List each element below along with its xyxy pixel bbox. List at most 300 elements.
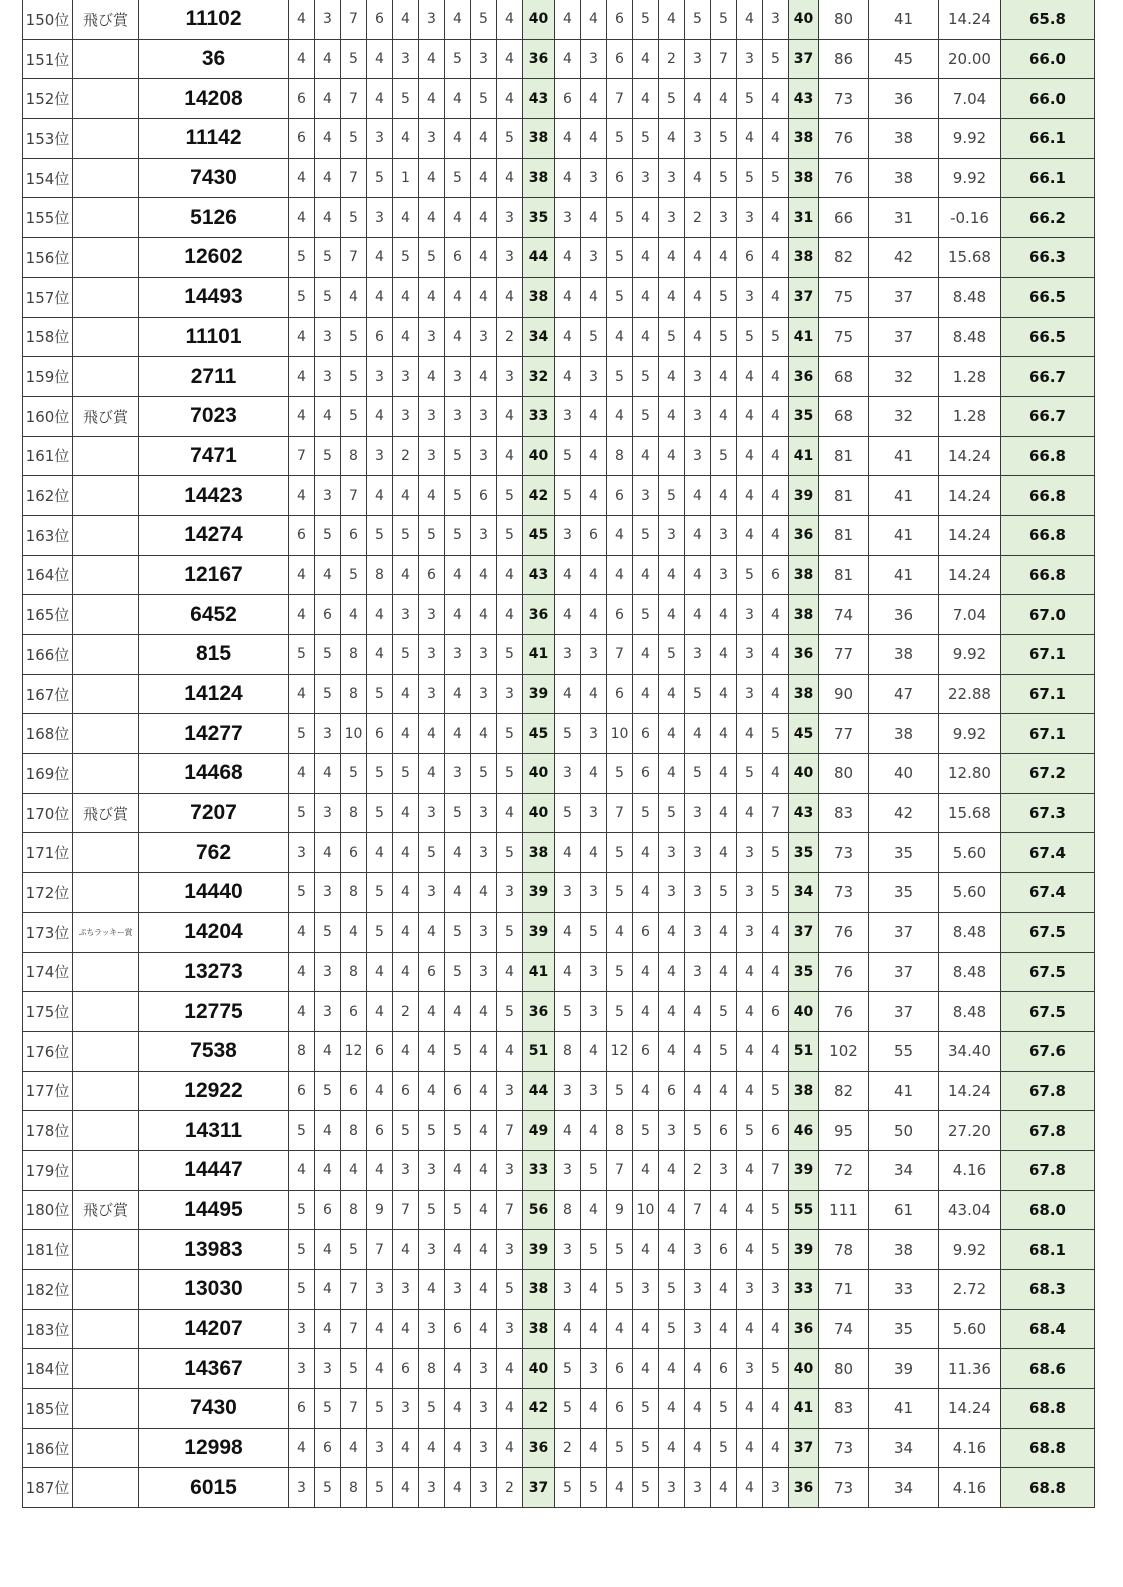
out-hole-score-cell: 4 — [393, 873, 419, 913]
entry-number-cell: 14311 — [139, 1111, 289, 1151]
in-total-cell: 36 — [789, 357, 819, 397]
rank-cell: 154位 — [23, 158, 73, 198]
in-hole-score-cell: 5 — [763, 1190, 789, 1230]
out-hole-score-cell: 5 — [315, 277, 341, 317]
adjustment-cell: 14.24 — [939, 0, 1001, 39]
out-hole-score-cell: 5 — [341, 317, 367, 357]
net-score-cell: 66.8 — [1001, 515, 1095, 555]
rank-cell: 184位 — [23, 1349, 73, 1389]
gross-cell: 73 — [819, 79, 869, 119]
table-row — [23, 714, 1095, 754]
in-hole-score-cell: 3 — [685, 1468, 711, 1508]
adjustment-cell: 7.04 — [939, 79, 1001, 119]
in-hole-score-cell: 4 — [685, 555, 711, 595]
rank-cell: 153位 — [23, 119, 73, 159]
in-hole-score-cell: 4 — [737, 1071, 763, 1111]
out-hole-score-cell: 4 — [289, 476, 315, 516]
out-hole-score-cell: 3 — [445, 754, 471, 794]
in-hole-score-cell: 6 — [607, 0, 633, 39]
out-hole-score-cell: 4 — [445, 79, 471, 119]
in-hole-score-cell: 4 — [711, 754, 737, 794]
in-hole-score-cell: 5 — [555, 1389, 581, 1429]
out-hole-score-cell: 6 — [315, 595, 341, 635]
table-row — [23, 1468, 1095, 1508]
out-hole-score-cell: 4 — [315, 158, 341, 198]
out-hole-score-cell: 8 — [341, 952, 367, 992]
out-hole-score-cell: 4 — [315, 1111, 341, 1151]
out-hole-score-cell: 4 — [471, 1230, 497, 1270]
out-total-cell: 40 — [523, 793, 555, 833]
table-row — [23, 0, 1095, 39]
award-cell — [73, 515, 139, 555]
award-cell: 飛び賞 — [73, 793, 139, 833]
out-hole-score-cell: 6 — [367, 714, 393, 754]
out-hole-score-cell: 5 — [341, 357, 367, 397]
entry-number-cell: 14468 — [139, 754, 289, 794]
in-hole-score-cell: 4 — [581, 674, 607, 714]
handicap-cell: 38 — [869, 158, 939, 198]
out-hole-score-cell: 5 — [445, 1031, 471, 1071]
in-hole-score-cell: 3 — [555, 198, 581, 238]
gross-cell: 86 — [819, 39, 869, 79]
in-hole-score-cell: 3 — [555, 754, 581, 794]
out-total-cell: 45 — [523, 714, 555, 754]
gross-cell: 76 — [819, 912, 869, 952]
handicap-cell: 37 — [869, 912, 939, 952]
in-total-cell: 40 — [789, 0, 819, 39]
out-hole-score-cell: 5 — [289, 1270, 315, 1310]
out-total-cell: 43 — [523, 555, 555, 595]
in-hole-score-cell: 4 — [763, 357, 789, 397]
in-hole-score-cell: 5 — [607, 1071, 633, 1111]
in-hole-score-cell: 4 — [659, 714, 685, 754]
in-total-cell: 41 — [789, 436, 819, 476]
in-hole-score-cell: 5 — [633, 515, 659, 555]
adjustment-cell: 8.48 — [939, 912, 1001, 952]
out-hole-score-cell: 5 — [471, 0, 497, 39]
gross-cell: 95 — [819, 1111, 869, 1151]
entry-number-cell: 762 — [139, 833, 289, 873]
in-hole-score-cell: 5 — [685, 0, 711, 39]
out-hole-score-cell: 5 — [445, 912, 471, 952]
out-hole-score-cell: 4 — [445, 555, 471, 595]
in-hole-score-cell: 3 — [763, 1270, 789, 1310]
in-hole-score-cell: 3 — [581, 39, 607, 79]
in-hole-score-cell: 4 — [633, 555, 659, 595]
out-hole-score-cell: 12 — [341, 1031, 367, 1071]
out-hole-score-cell: 5 — [445, 39, 471, 79]
award-cell — [73, 595, 139, 635]
rank-cell: 162位 — [23, 476, 73, 516]
out-hole-score-cell: 5 — [497, 754, 523, 794]
in-hole-score-cell: 5 — [711, 873, 737, 913]
out-hole-score-cell: 4 — [471, 1190, 497, 1230]
out-hole-score-cell: 4 — [367, 1150, 393, 1190]
in-hole-score-cell: 5 — [607, 357, 633, 397]
net-score-cell: 66.1 — [1001, 158, 1095, 198]
out-hole-score-cell: 4 — [445, 119, 471, 159]
table-row — [23, 476, 1095, 516]
in-hole-score-cell: 4 — [711, 674, 737, 714]
in-hole-score-cell: 3 — [555, 873, 581, 913]
in-hole-score-cell: 4 — [581, 436, 607, 476]
out-hole-score-cell: 3 — [315, 992, 341, 1032]
in-hole-score-cell: 4 — [633, 1150, 659, 1190]
in-hole-score-cell: 8 — [555, 1031, 581, 1071]
out-hole-score-cell: 5 — [315, 1468, 341, 1508]
gross-cell: 74 — [819, 1309, 869, 1349]
in-hole-score-cell: 5 — [581, 1230, 607, 1270]
out-hole-score-cell: 6 — [289, 1389, 315, 1429]
net-score-cell: 66.1 — [1001, 119, 1095, 159]
in-hole-score-cell: 5 — [633, 1389, 659, 1429]
in-hole-score-cell: 5 — [607, 873, 633, 913]
table-row — [23, 79, 1095, 119]
out-total-cell: 38 — [523, 1270, 555, 1310]
in-hole-score-cell: 4 — [581, 754, 607, 794]
out-hole-score-cell: 4 — [367, 79, 393, 119]
out-hole-score-cell: 3 — [497, 674, 523, 714]
in-hole-score-cell: 3 — [737, 595, 763, 635]
out-total-cell: 38 — [523, 277, 555, 317]
gross-cell: 80 — [819, 754, 869, 794]
out-hole-score-cell: 6 — [367, 1111, 393, 1151]
out-total-cell: 40 — [523, 1349, 555, 1389]
out-hole-score-cell: 4 — [341, 277, 367, 317]
in-hole-score-cell: 4 — [659, 396, 685, 436]
out-hole-score-cell: 4 — [289, 912, 315, 952]
out-hole-score-cell: 4 — [315, 1031, 341, 1071]
out-total-cell: 33 — [523, 396, 555, 436]
out-hole-score-cell: 4 — [289, 555, 315, 595]
in-hole-score-cell: 4 — [763, 436, 789, 476]
out-hole-score-cell: 5 — [393, 238, 419, 278]
entry-number-cell: 14440 — [139, 873, 289, 913]
out-hole-score-cell: 5 — [497, 992, 523, 1032]
entry-number-cell: 14124 — [139, 674, 289, 714]
out-hole-score-cell: 4 — [445, 198, 471, 238]
out-hole-score-cell: 4 — [497, 952, 523, 992]
out-hole-score-cell: 3 — [315, 952, 341, 992]
out-hole-score-cell: 5 — [367, 158, 393, 198]
adjustment-cell: 9.92 — [939, 1230, 1001, 1270]
in-hole-score-cell: 5 — [711, 0, 737, 39]
handicap-cell: 41 — [869, 1071, 939, 1111]
in-hole-score-cell: 4 — [711, 952, 737, 992]
out-hole-score-cell: 4 — [315, 833, 341, 873]
gross-cell: 77 — [819, 635, 869, 675]
in-hole-score-cell: 4 — [763, 515, 789, 555]
entry-number-cell: 11142 — [139, 119, 289, 159]
in-hole-score-cell: 4 — [659, 357, 685, 397]
out-hole-score-cell: 8 — [341, 436, 367, 476]
in-hole-score-cell: 3 — [685, 396, 711, 436]
award-cell — [73, 754, 139, 794]
in-hole-score-cell: 4 — [633, 79, 659, 119]
out-total-cell: 44 — [523, 1071, 555, 1111]
rank-cell: 186位 — [23, 1428, 73, 1468]
out-hole-score-cell: 6 — [367, 317, 393, 357]
out-hole-score-cell: 1 — [393, 158, 419, 198]
in-hole-score-cell: 4 — [711, 357, 737, 397]
out-hole-score-cell: 4 — [419, 912, 445, 952]
net-score-cell: 67.5 — [1001, 912, 1095, 952]
handicap-cell: 47 — [869, 674, 939, 714]
net-score-cell: 67.2 — [1001, 754, 1095, 794]
in-hole-score-cell: 4 — [659, 674, 685, 714]
adjustment-cell: 14.24 — [939, 436, 1001, 476]
out-hole-score-cell: 4 — [471, 1031, 497, 1071]
table-row — [23, 992, 1095, 1032]
out-hole-score-cell: 5 — [315, 436, 341, 476]
out-hole-score-cell: 3 — [419, 0, 445, 39]
out-hole-score-cell: 5 — [445, 952, 471, 992]
handicap-cell: 34 — [869, 1468, 939, 1508]
award-cell — [73, 1031, 139, 1071]
in-hole-score-cell: 3 — [555, 515, 581, 555]
out-hole-score-cell: 7 — [341, 476, 367, 516]
in-total-cell: 38 — [789, 1071, 819, 1111]
rank-cell: 171位 — [23, 833, 73, 873]
entry-number-cell: 11101 — [139, 317, 289, 357]
out-hole-score-cell: 4 — [315, 754, 341, 794]
out-hole-score-cell: 4 — [315, 1270, 341, 1310]
in-hole-score-cell: 4 — [581, 833, 607, 873]
entry-number-cell: 12167 — [139, 555, 289, 595]
out-hole-score-cell: 6 — [445, 238, 471, 278]
out-hole-score-cell: 5 — [367, 873, 393, 913]
out-hole-score-cell: 3 — [419, 873, 445, 913]
in-hole-score-cell: 4 — [685, 1349, 711, 1389]
entry-number-cell: 12775 — [139, 992, 289, 1032]
out-hole-score-cell: 5 — [341, 198, 367, 238]
in-hole-score-cell: 3 — [581, 357, 607, 397]
rank-cell: 160位 — [23, 396, 73, 436]
handicap-cell: 32 — [869, 396, 939, 436]
out-hole-score-cell: 4 — [315, 198, 341, 238]
in-hole-score-cell: 4 — [633, 238, 659, 278]
out-hole-score-cell: 6 — [341, 1071, 367, 1111]
net-score-cell: 68.1 — [1001, 1230, 1095, 1270]
table-row — [23, 1428, 1095, 1468]
in-hole-score-cell: 6 — [711, 1349, 737, 1389]
adjustment-cell: 1.28 — [939, 357, 1001, 397]
out-hole-score-cell: 3 — [289, 1349, 315, 1389]
table-row — [23, 555, 1095, 595]
out-total-cell: 42 — [523, 476, 555, 516]
in-hole-score-cell: 4 — [685, 238, 711, 278]
out-hole-score-cell: 3 — [497, 198, 523, 238]
in-hole-score-cell: 4 — [581, 1309, 607, 1349]
in-total-cell: 37 — [789, 39, 819, 79]
award-cell — [73, 1349, 139, 1389]
in-hole-score-cell: 4 — [607, 1309, 633, 1349]
out-hole-score-cell: 4 — [367, 39, 393, 79]
out-hole-score-cell: 5 — [315, 635, 341, 675]
entry-number-cell: 12922 — [139, 1071, 289, 1111]
award-cell — [73, 39, 139, 79]
in-hole-score-cell: 7 — [711, 39, 737, 79]
out-hole-score-cell: 3 — [419, 119, 445, 159]
in-hole-score-cell: 3 — [581, 1349, 607, 1389]
in-hole-score-cell: 5 — [711, 317, 737, 357]
handicap-cell: 45 — [869, 39, 939, 79]
gross-cell: 78 — [819, 1230, 869, 1270]
gross-cell: 75 — [819, 277, 869, 317]
out-hole-score-cell: 5 — [289, 714, 315, 754]
table-row — [23, 515, 1095, 555]
gross-cell: 111 — [819, 1190, 869, 1230]
out-hole-score-cell: 3 — [419, 317, 445, 357]
in-hole-score-cell: 3 — [555, 1150, 581, 1190]
out-hole-score-cell: 5 — [289, 238, 315, 278]
out-hole-score-cell: 4 — [393, 833, 419, 873]
out-hole-score-cell: 5 — [289, 793, 315, 833]
gross-cell: 102 — [819, 1031, 869, 1071]
in-hole-score-cell: 4 — [685, 317, 711, 357]
in-hole-score-cell: 6 — [555, 79, 581, 119]
in-hole-score-cell: 4 — [711, 238, 737, 278]
out-hole-score-cell: 3 — [471, 317, 497, 357]
out-total-cell: 38 — [523, 1309, 555, 1349]
out-hole-score-cell: 4 — [445, 714, 471, 754]
in-hole-score-cell: 5 — [737, 158, 763, 198]
out-hole-score-cell: 4 — [341, 1150, 367, 1190]
in-hole-score-cell: 4 — [763, 198, 789, 238]
out-hole-score-cell: 6 — [393, 1071, 419, 1111]
out-hole-score-cell: 3 — [393, 1150, 419, 1190]
out-hole-score-cell: 4 — [341, 1428, 367, 1468]
in-hole-score-cell: 4 — [685, 595, 711, 635]
out-hole-score-cell: 3 — [497, 1071, 523, 1111]
handicap-cell: 37 — [869, 277, 939, 317]
table-row — [23, 1389, 1095, 1429]
out-hole-score-cell: 3 — [393, 39, 419, 79]
out-hole-score-cell: 3 — [471, 436, 497, 476]
out-hole-score-cell: 6 — [289, 119, 315, 159]
in-hole-score-cell: 4 — [555, 674, 581, 714]
in-hole-score-cell: 3 — [659, 873, 685, 913]
table-row — [23, 1309, 1095, 1349]
in-hole-score-cell: 5 — [555, 992, 581, 1032]
in-hole-score-cell: 5 — [607, 952, 633, 992]
in-hole-score-cell: 5 — [607, 1230, 633, 1270]
in-hole-score-cell: 4 — [737, 0, 763, 39]
gross-cell: 73 — [819, 1428, 869, 1468]
net-score-cell: 67.8 — [1001, 1071, 1095, 1111]
gross-cell: 76 — [819, 158, 869, 198]
out-hole-score-cell: 4 — [471, 198, 497, 238]
entry-number-cell: 14447 — [139, 1150, 289, 1190]
rank-cell: 174位 — [23, 952, 73, 992]
out-hole-score-cell: 4 — [497, 555, 523, 595]
out-hole-score-cell: 5 — [419, 515, 445, 555]
out-hole-score-cell: 4 — [445, 1389, 471, 1429]
out-hole-score-cell: 5 — [445, 158, 471, 198]
entry-number-cell: 14204 — [139, 912, 289, 952]
out-hole-score-cell: 6 — [341, 992, 367, 1032]
adjustment-cell: 43.04 — [939, 1190, 1001, 1230]
out-hole-score-cell: 3 — [315, 793, 341, 833]
in-total-cell: 34 — [789, 873, 819, 913]
in-hole-score-cell: 4 — [737, 793, 763, 833]
table-row — [23, 1071, 1095, 1111]
out-hole-score-cell: 5 — [341, 754, 367, 794]
out-hole-score-cell: 6 — [419, 555, 445, 595]
table-row — [23, 912, 1095, 952]
table-row — [23, 1031, 1095, 1071]
out-hole-score-cell: 3 — [393, 1389, 419, 1429]
out-hole-score-cell: 8 — [341, 674, 367, 714]
gross-cell: 80 — [819, 1349, 869, 1389]
out-hole-score-cell: 4 — [497, 396, 523, 436]
award-cell — [73, 833, 139, 873]
in-hole-score-cell: 3 — [685, 357, 711, 397]
net-score-cell: 67.4 — [1001, 873, 1095, 913]
table-row — [23, 158, 1095, 198]
in-hole-score-cell: 3 — [581, 238, 607, 278]
net-score-cell: 68.0 — [1001, 1190, 1095, 1230]
adjustment-cell: 5.60 — [939, 1309, 1001, 1349]
in-hole-score-cell: 4 — [737, 396, 763, 436]
out-hole-score-cell: 3 — [445, 396, 471, 436]
out-hole-score-cell: 3 — [315, 317, 341, 357]
in-hole-score-cell: 4 — [659, 119, 685, 159]
in-hole-score-cell: 4 — [737, 1031, 763, 1071]
out-hole-score-cell: 3 — [419, 674, 445, 714]
out-hole-score-cell: 9 — [367, 1190, 393, 1230]
out-hole-score-cell: 3 — [497, 1309, 523, 1349]
out-hole-score-cell: 6 — [445, 1309, 471, 1349]
out-hole-score-cell: 5 — [341, 396, 367, 436]
in-hole-score-cell: 4 — [555, 357, 581, 397]
rank-cell: 151位 — [23, 39, 73, 79]
rank-cell: 166位 — [23, 635, 73, 675]
entry-number-cell: 5126 — [139, 198, 289, 238]
out-hole-score-cell: 5 — [367, 1389, 393, 1429]
award-cell — [73, 1230, 139, 1270]
in-hole-score-cell: 4 — [763, 238, 789, 278]
in-total-cell: 38 — [789, 555, 819, 595]
net-score-cell: 65.8 — [1001, 0, 1095, 39]
out-total-cell: 39 — [523, 1230, 555, 1270]
out-hole-score-cell: 3 — [315, 1349, 341, 1389]
handicap-cell: 41 — [869, 476, 939, 516]
in-hole-score-cell: 4 — [659, 555, 685, 595]
in-hole-score-cell: 7 — [607, 635, 633, 675]
in-hole-score-cell: 2 — [685, 1150, 711, 1190]
handicap-cell: 34 — [869, 1150, 939, 1190]
rank-cell: 185位 — [23, 1389, 73, 1429]
award-cell — [73, 476, 139, 516]
in-hole-score-cell: 5 — [737, 317, 763, 357]
adjustment-cell: 1.28 — [939, 396, 1001, 436]
in-hole-score-cell: 4 — [711, 833, 737, 873]
results-table — [22, 0, 1095, 1508]
entry-number-cell: 6015 — [139, 1468, 289, 1508]
in-hole-score-cell: 5 — [711, 158, 737, 198]
in-hole-score-cell: 6 — [581, 515, 607, 555]
award-cell — [73, 992, 139, 1032]
in-hole-score-cell: 3 — [581, 635, 607, 675]
net-score-cell: 67.6 — [1001, 1031, 1095, 1071]
in-hole-score-cell: 4 — [633, 1230, 659, 1270]
net-score-cell: 66.3 — [1001, 238, 1095, 278]
out-hole-score-cell: 4 — [393, 714, 419, 754]
in-hole-score-cell: 4 — [607, 1468, 633, 1508]
in-hole-score-cell: 4 — [607, 912, 633, 952]
in-hole-score-cell: 5 — [711, 1389, 737, 1429]
